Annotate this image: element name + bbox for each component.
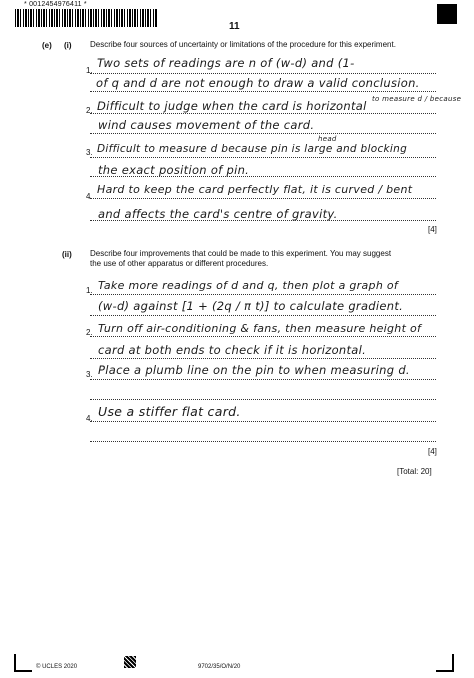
answer-i-3-line2: the exact position of pin. — [98, 163, 250, 177]
answer-line — [90, 157, 436, 158]
answer-ii-2-line1: Turn off air-conditioning & fans, then measure height of — [98, 322, 422, 335]
answer-i-4-number: 4. — [86, 192, 93, 201]
answer-ii-4-line1: Use a stiffer flat card. — [98, 404, 241, 419]
footer-corner-horizontal-right — [436, 670, 454, 672]
answer-line — [90, 294, 436, 295]
answer-line — [90, 399, 436, 400]
answer-ii-4-number: 4. — [86, 414, 93, 423]
question-ii-text-line1: Describe four improvements that could be made to this experiment. You may suggest — [90, 249, 392, 258]
question-i-text: Describe four sources of uncertainty or limitations of the procedure for this experiment. — [90, 40, 396, 49]
answer-ii-1-line2: (w-d) against [1 + (2q / π t)] to calculate gradient. — [98, 299, 404, 313]
barcode-image — [15, 9, 157, 27]
answer-i-3-note: head — [318, 135, 337, 143]
answer-line — [90, 91, 436, 92]
question-label-ii: (ii) — [62, 250, 72, 259]
question-label-e: (e) — [42, 41, 52, 50]
answer-ii-1-line1: Take more readings of d and q, then plot a graph of — [98, 279, 399, 292]
answer-line — [90, 315, 436, 316]
answer-ii-3-line1: Place a plumb line on the pin to when measuring d. — [98, 363, 410, 377]
answer-line — [90, 198, 436, 199]
marks-ii: [4] — [428, 447, 437, 456]
footer-code-mark — [124, 656, 136, 668]
answer-line — [90, 133, 436, 134]
paper-code: 9702/35/O/N/20 — [198, 664, 241, 670]
answer-line — [90, 73, 436, 74]
barcode-number: * 0012454976411 * — [24, 1, 87, 8]
footer-corner-horizontal — [14, 670, 32, 672]
answer-line — [90, 379, 436, 380]
answer-i-3-line1: Difficult to measure d because pin is large and blocking — [97, 143, 408, 155]
answer-i-2-line2: wind causes movement of the card. — [98, 118, 315, 132]
answer-i-4-line2: and affects the card's centre of gravity. — [98, 207, 338, 221]
answer-line — [90, 358, 436, 359]
page-number: 11 — [229, 21, 240, 32]
answer-ii-2-line2: card at both ends to check if it is horizontal. — [98, 343, 367, 357]
answer-i-1-line1: Two sets of readings are n of (w-d) and (1- — [97, 56, 355, 70]
answer-line — [90, 220, 436, 221]
answer-i-2-note: to measure d / because — [372, 95, 462, 103]
answer-i-2-line1: Difficult to judge when the card is horizontal — [97, 99, 367, 113]
answer-line — [90, 336, 436, 337]
copyright-text: © UCLES 2020 — [36, 664, 78, 670]
answer-line — [90, 441, 436, 442]
answer-i-3-number: 3. — [86, 148, 93, 157]
answer-i-1-number: 1. — [86, 66, 93, 75]
question-ii-text-line2: the use of other apparatus or different procedures. — [90, 259, 269, 268]
question-label-i: (i) — [64, 41, 72, 50]
answer-ii-2-number: 2. — [86, 328, 93, 337]
corner-registration-mark — [437, 4, 457, 24]
answer-line — [90, 176, 436, 177]
answer-i-1-line2: of q and d are not enough to draw a valid conclusion. — [96, 76, 420, 90]
marks-i: [4] — [428, 225, 437, 234]
answer-ii-3-number: 3. — [86, 370, 93, 379]
total-marks: [Total: 20] — [397, 467, 432, 476]
answer-i-4-line1: Hard to keep the card perfectly flat, it is curved / bent — [97, 183, 413, 196]
answer-line — [90, 421, 436, 422]
answer-i-2-number: 2. — [86, 106, 93, 115]
answer-line — [90, 113, 436, 114]
answer-ii-1-number: 1. — [86, 286, 93, 295]
